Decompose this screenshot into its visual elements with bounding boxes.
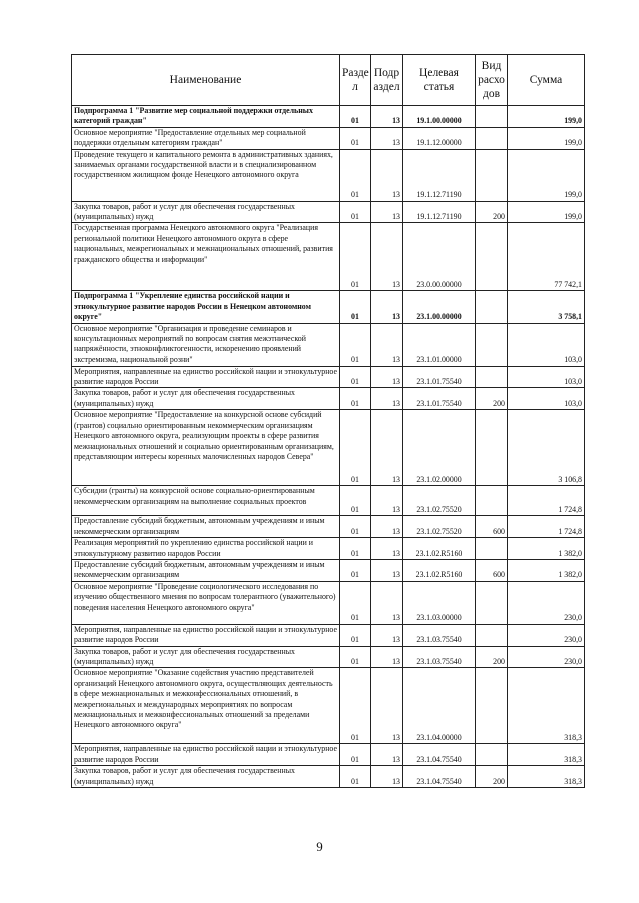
table-row bbox=[72, 744, 585, 766]
row-section-cell: 01 bbox=[340, 668, 371, 744]
row-subsection-cell: 13 bbox=[371, 538, 403, 560]
row-subsection-cell: 13 bbox=[371, 516, 403, 538]
row-section-cell: 01 bbox=[340, 149, 371, 201]
row-article-cell: 23.0.00.00000 bbox=[403, 223, 476, 291]
row-subsection-cell: 13 bbox=[371, 410, 403, 486]
row-type-cell: 200 bbox=[476, 646, 508, 668]
row-subsection-cell: 13 bbox=[371, 581, 403, 624]
row-amount-cell: 1 382,0 bbox=[508, 559, 585, 581]
column-header-target-article: Целевая статья bbox=[403, 55, 476, 106]
row-type-cell bbox=[476, 223, 508, 291]
row-amount-cell: 1 724,8 bbox=[508, 516, 585, 538]
row-amount-cell: 103,0 bbox=[508, 388, 585, 410]
row-section-cell: 01 bbox=[340, 486, 371, 516]
table-row bbox=[72, 323, 585, 366]
row-name-cell: Основное мероприятие "Оказание содействия участию представителей организаций Ненецкого автономного округа, осуществляющих деятельность в сфере межнациональных и межконфессиональных отношений, в межрегиональных и международных мероприятиях по вопросам межнациональных и межконфессиональных отношений за пределами Ненецкого автономного округа" bbox=[72, 668, 340, 744]
row-section-cell: 01 bbox=[340, 646, 371, 668]
row-section-cell: 01 bbox=[340, 223, 371, 291]
row-article-cell: 23.1.01.00000 bbox=[403, 323, 476, 366]
row-amount-cell: 103,0 bbox=[508, 323, 585, 366]
row-type-cell bbox=[476, 323, 508, 366]
row-article-cell: 23.1.02.R5160 bbox=[403, 559, 476, 581]
row-subsection-cell: 13 bbox=[371, 201, 403, 223]
row-article-cell: 23.1.02.00000 bbox=[403, 410, 476, 486]
column-header-section: Разде л bbox=[340, 55, 371, 106]
row-subsection-cell: 13 bbox=[371, 486, 403, 516]
row-article-cell: 23.1.03.75540 bbox=[403, 624, 476, 646]
row-section-cell: 01 bbox=[340, 127, 371, 149]
table-row bbox=[72, 410, 585, 486]
row-type-cell bbox=[476, 149, 508, 201]
row-section-cell: 01 bbox=[340, 538, 371, 560]
row-subsection-cell: 13 bbox=[371, 106, 403, 128]
row-name-cell: Субсидии (гранты) на конкурсной основе социально-ориентированным некоммерческим организациям на выполнение социальных проектов bbox=[72, 486, 340, 516]
row-name-cell: Закупка товаров, работ и услуг для обеспечения государственных (муниципальных) нужд bbox=[72, 766, 340, 788]
row-article-cell: 19.1.12.71190 bbox=[403, 201, 476, 223]
row-amount-cell: 199,0 bbox=[508, 106, 585, 128]
row-section-cell: 01 bbox=[340, 410, 371, 486]
row-type-cell bbox=[476, 366, 508, 388]
row-subsection-cell: 13 bbox=[371, 668, 403, 744]
row-name-cell: Закупка товаров, работ и услуг для обеспечения государственных (муниципальных) нужд bbox=[72, 201, 340, 223]
row-name-cell: Закупка товаров, работ и услуг для обеспечения государственных (муниципальных) нужд bbox=[72, 388, 340, 410]
row-section-cell: 01 bbox=[340, 291, 371, 323]
row-name-cell: Основное мероприятие "Организация и проведение семинаров и консультационных мероприятий по вопросам снятия межэтнической напряжённости, этноконфликтогенности, искоренению проявлений экстремизма, национальной розни" bbox=[72, 323, 340, 366]
row-amount-cell: 199,0 bbox=[508, 201, 585, 223]
row-type-cell bbox=[476, 291, 508, 323]
row-section-cell: 01 bbox=[340, 624, 371, 646]
table-row bbox=[72, 559, 585, 581]
table-row bbox=[72, 201, 585, 223]
row-section-cell: 01 bbox=[340, 559, 371, 581]
row-type-cell: 200 bbox=[476, 388, 508, 410]
row-article-cell: 23.1.01.75540 bbox=[403, 366, 476, 388]
table-row bbox=[72, 581, 585, 624]
row-amount-cell: 77 742,1 bbox=[508, 223, 585, 291]
row-section-cell: 01 bbox=[340, 106, 371, 128]
row-name-cell: Закупка товаров, работ и услуг для обеспечения государственных (муниципальных) нужд bbox=[72, 646, 340, 668]
row-article-cell: 23.1.03.00000 bbox=[403, 581, 476, 624]
row-name-cell: Основное мероприятие "Проведение социологического исследования по изучению общественного мнения по вопросам толерантного (уважительного) поведения населения Ненецкого автономного округа" bbox=[72, 581, 340, 624]
row-type-cell bbox=[476, 486, 508, 516]
table-row bbox=[72, 291, 585, 323]
row-amount-cell: 230,0 bbox=[508, 646, 585, 668]
row-article-cell: 23.1.03.75540 bbox=[403, 646, 476, 668]
row-amount-cell: 199,0 bbox=[508, 149, 585, 201]
row-name-cell: Основное мероприятие "Предоставление на конкурсной основе субсидий (грантов) социально ориентированным некоммерческим организациям Ненецкого автономного округа, реализующим проекты в сфере развития межнациональных отношений и социально ориентированным организациям, представляющим интересы коренных малочисленных народов Севера" bbox=[72, 410, 340, 486]
row-article-cell: 23.1.02.75520 bbox=[403, 486, 476, 516]
row-amount-cell: 230,0 bbox=[508, 624, 585, 646]
row-section-cell: 01 bbox=[340, 366, 371, 388]
row-amount-cell: 3 106,8 bbox=[508, 410, 585, 486]
row-type-cell bbox=[476, 668, 508, 744]
row-article-cell: 19.1.12.00000 bbox=[403, 127, 476, 149]
table-row bbox=[72, 646, 585, 668]
row-name-cell: Подпрограмма 1 "Укрепление единства российской нации и этнокультурное развитие народов России в Ненецком автономном округе" bbox=[72, 291, 340, 323]
row-name-cell: Предоставление субсидий бюджетным, автономным учреждениям и иным некоммерческим организациям bbox=[72, 559, 340, 581]
row-subsection-cell: 13 bbox=[371, 646, 403, 668]
row-amount-cell: 318,3 bbox=[508, 668, 585, 744]
row-type-cell: 600 bbox=[476, 516, 508, 538]
table-row bbox=[72, 516, 585, 538]
row-article-cell: 23.1.02.R5160 bbox=[403, 538, 476, 560]
row-name-cell: Подпрограмма 1 "Развитие мер социальной поддержки отдельных категорий граждан" bbox=[72, 106, 340, 128]
table-row bbox=[72, 766, 585, 788]
row-type-cell bbox=[476, 624, 508, 646]
row-amount-cell: 103,0 bbox=[508, 366, 585, 388]
row-name-cell: Основное мероприятие "Предоставление отдельных мер социальной поддержки отдельным категориям граждан" bbox=[72, 127, 340, 149]
table-row bbox=[72, 388, 585, 410]
row-name-cell: Проведение текущего и капитального ремонта в административных зданиях, занимаемых органами государственной власти и в специализированном государственном жилищном фонде Ненецкого автономного округа bbox=[72, 149, 340, 201]
row-type-cell bbox=[476, 581, 508, 624]
table-row bbox=[72, 366, 585, 388]
budget-table bbox=[71, 54, 585, 788]
table-row bbox=[72, 223, 585, 291]
row-type-cell bbox=[476, 410, 508, 486]
row-type-cell: 600 bbox=[476, 559, 508, 581]
table-body bbox=[72, 106, 585, 788]
row-article-cell: 23.1.02.75520 bbox=[403, 516, 476, 538]
row-article-cell: 19.1.12.71190 bbox=[403, 149, 476, 201]
row-subsection-cell: 13 bbox=[371, 323, 403, 366]
column-header-amount: Сумма bbox=[508, 55, 585, 106]
row-subsection-cell: 13 bbox=[371, 127, 403, 149]
row-section-cell: 01 bbox=[340, 388, 371, 410]
row-amount-cell: 3 758,1 bbox=[508, 291, 585, 323]
column-header-name: Наименование bbox=[72, 55, 340, 106]
row-article-cell: 23.1.04.00000 bbox=[403, 668, 476, 744]
row-subsection-cell: 13 bbox=[371, 744, 403, 766]
column-header-subsection: Подр аздел bbox=[371, 55, 403, 106]
row-name-cell: Предоставление субсидий бюджетным, автономным учреждениям и иным некоммерческим организациям bbox=[72, 516, 340, 538]
row-section-cell: 01 bbox=[340, 201, 371, 223]
row-article-cell: 23.1.01.75540 bbox=[403, 388, 476, 410]
row-amount-cell: 1 382,0 bbox=[508, 538, 585, 560]
table-row bbox=[72, 106, 585, 128]
row-name-cell: Реализация мероприятий по укреплению единства российской нации и этнокультурному развитию народов России bbox=[72, 538, 340, 560]
row-subsection-cell: 13 bbox=[371, 559, 403, 581]
row-subsection-cell: 13 bbox=[371, 766, 403, 788]
row-subsection-cell: 13 bbox=[371, 149, 403, 201]
row-subsection-cell: 13 bbox=[371, 388, 403, 410]
row-section-cell: 01 bbox=[340, 516, 371, 538]
row-subsection-cell: 13 bbox=[371, 624, 403, 646]
table-row bbox=[72, 668, 585, 744]
row-type-cell: 200 bbox=[476, 766, 508, 788]
row-article-cell: 19.1.00.00000 bbox=[403, 106, 476, 128]
row-subsection-cell: 13 bbox=[371, 291, 403, 323]
row-section-cell: 01 bbox=[340, 766, 371, 788]
row-type-cell: 200 bbox=[476, 201, 508, 223]
row-section-cell: 01 bbox=[340, 323, 371, 366]
row-subsection-cell: 13 bbox=[371, 223, 403, 291]
row-name-cell: Мероприятия, направленные на единство российской нации и этнокультурное развитие народов России bbox=[72, 366, 340, 388]
row-section-cell: 01 bbox=[340, 581, 371, 624]
table-row bbox=[72, 538, 585, 560]
row-type-cell bbox=[476, 538, 508, 560]
page-number: 9 bbox=[316, 839, 323, 854]
row-article-cell: 23.1.00.00000 bbox=[403, 291, 476, 323]
row-name-cell: Мероприятия, направленные на единство российской нации и этнокультурное развитие народов России bbox=[72, 624, 340, 646]
table-row bbox=[72, 149, 585, 201]
row-article-cell: 23.1.04.75540 bbox=[403, 766, 476, 788]
row-amount-cell: 199,0 bbox=[508, 127, 585, 149]
row-type-cell bbox=[476, 127, 508, 149]
row-section-cell: 01 bbox=[340, 744, 371, 766]
row-article-cell: 23.1.04.75540 bbox=[403, 744, 476, 766]
row-name-cell: Государственная программа Ненецкого автономного округа "Реализация региональной политики Ненецкого автономного округа в сфере национальных, межрегиональных и межнациональных отношений, развития гражданского общества и информации" bbox=[72, 223, 340, 291]
row-name-cell: Мероприятия, направленные на единство российской нации и этнокультурное развитие народов России bbox=[72, 744, 340, 766]
row-type-cell bbox=[476, 744, 508, 766]
row-subsection-cell: 13 bbox=[371, 366, 403, 388]
row-amount-cell: 230,0 bbox=[508, 581, 585, 624]
row-type-cell bbox=[476, 106, 508, 128]
row-amount-cell: 318,3 bbox=[508, 766, 585, 788]
row-amount-cell: 1 724,8 bbox=[508, 486, 585, 516]
table-row bbox=[72, 624, 585, 646]
row-amount-cell: 318,3 bbox=[508, 744, 585, 766]
table-row bbox=[72, 486, 585, 516]
column-header-expense-type: Вид расхо дов bbox=[476, 55, 508, 106]
table-row bbox=[72, 127, 585, 149]
table-header-row bbox=[72, 55, 585, 106]
